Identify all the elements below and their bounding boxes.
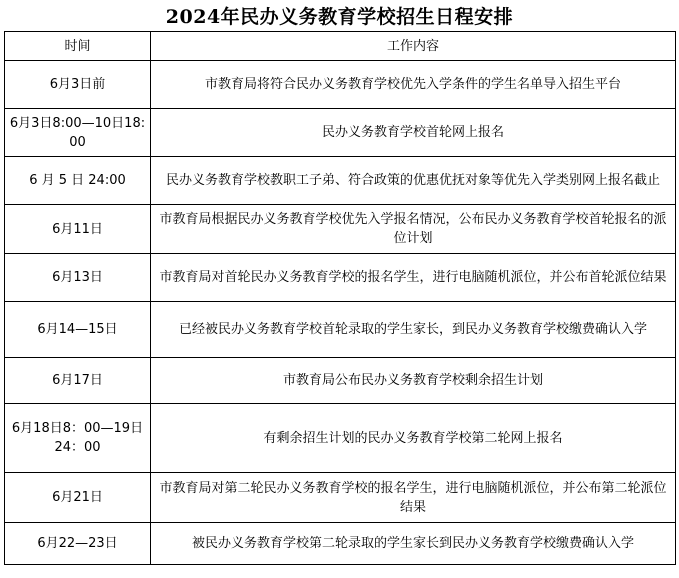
- time-cell: 6月14—15日: [5, 302, 151, 358]
- table-header-row: [5, 32, 676, 61]
- time-cell: 6月17日: [5, 358, 151, 404]
- table-row: [5, 61, 676, 109]
- time-cell: 6月21日: [5, 473, 151, 523]
- header-work-content: 工作内容: [151, 32, 676, 61]
- header-time: 时间: [5, 32, 151, 61]
- work-content-cell: 市教育局对第二轮民办义务教育学校的报名学生，进行电脑随机派位，并公布第二轮派位结果: [151, 473, 676, 523]
- time-cell: 6 月 5 日 24:00: [5, 157, 151, 205]
- table-row: [5, 254, 676, 302]
- table-row: [5, 109, 676, 157]
- table-row: [5, 358, 676, 404]
- work-content-cell: 被民办义务教育学校第二轮录取的学生家长到民办义务教育学校缴费确认入学: [151, 523, 676, 565]
- table-row: [5, 404, 676, 473]
- document-title: 2024年民办义务教育学校招生日程安排: [165, 6, 514, 28]
- schedule-table: [4, 31, 676, 565]
- work-content-cell: 市教育局根据民办义务教育学校优先入学报名情况，公布民办义务教育学校首轮报名的派位计划: [151, 205, 676, 254]
- time-cell: 6月3日前: [5, 61, 151, 109]
- work-content-cell: 市教育局将符合民办义务教育学校优先入学条件的学生名单导入招生平台: [151, 61, 676, 109]
- table-row: [5, 473, 676, 523]
- table-row: [5, 523, 676, 565]
- table-row: [5, 205, 676, 254]
- time-cell: 6月22—23日: [5, 523, 151, 565]
- time-cell: 6月13日: [5, 254, 151, 302]
- work-content-cell: 市教育局公布民办义务教育学校剩余招生计划: [151, 358, 676, 404]
- work-content-cell: 民办义务教育学校首轮网上报名: [151, 109, 676, 157]
- work-content-cell: 民办义务教育学校教职工子弟、符合政策的优惠优抚对象等优先入学类别网上报名截止: [151, 157, 676, 205]
- table-row: [5, 157, 676, 205]
- table-row: [5, 302, 676, 358]
- work-content-cell: 市教育局对首轮民办义务教育学校的报名学生，进行电脑随机派位，并公布首轮派位结果: [151, 254, 676, 302]
- time-cell: 6月11日: [5, 205, 151, 254]
- work-content-cell: 有剩余招生计划的民办义务教育学校第二轮网上报名: [151, 404, 676, 473]
- time-cell: 6月18日8：00—19日24：00: [5, 404, 151, 473]
- time-cell: 6月3日8:00—10日18:00: [5, 109, 151, 157]
- work-content-cell: 已经被民办义务教育学校首轮录取的学生家长，到民办义务教育学校缴费确认入学: [151, 302, 676, 358]
